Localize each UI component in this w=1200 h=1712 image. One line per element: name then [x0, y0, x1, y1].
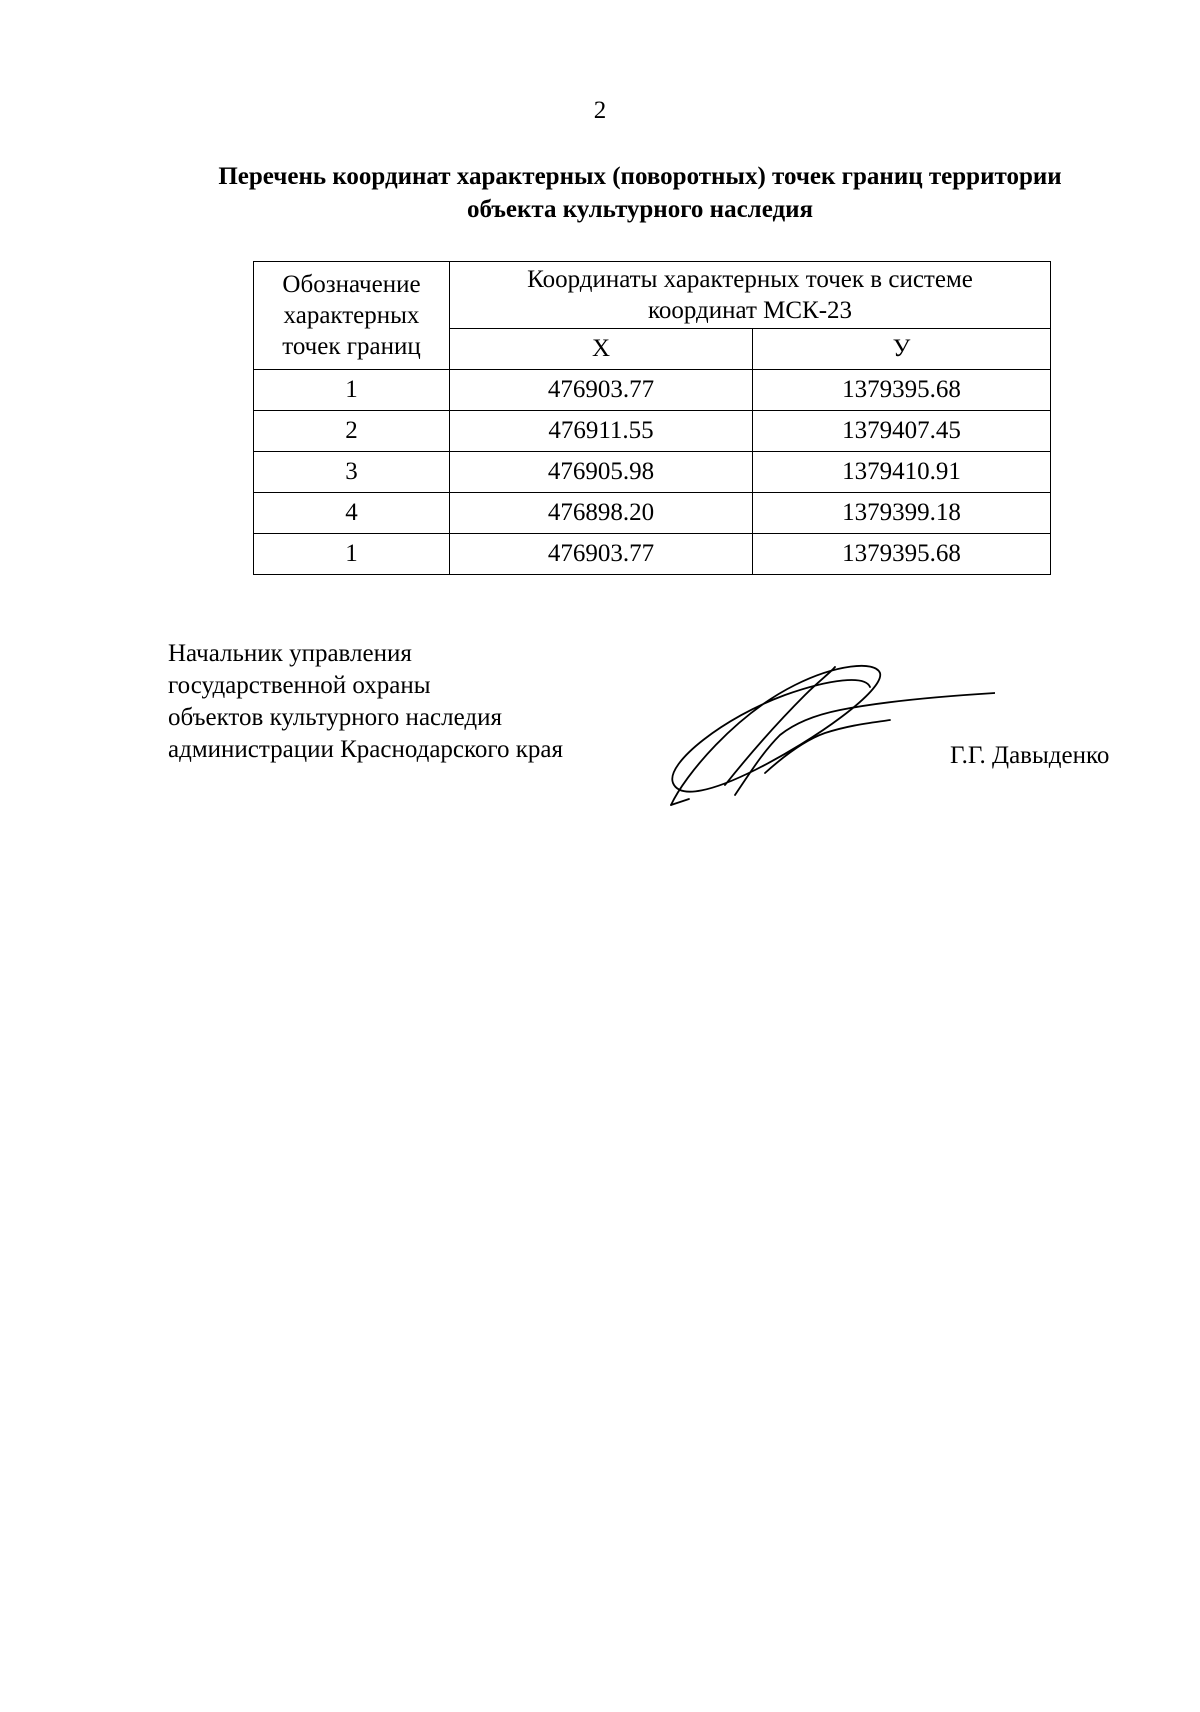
x-cell: 476905.98 — [450, 452, 753, 493]
header-coordinates — [450, 262, 1051, 329]
document-title-line-2: объекта культурного наследия — [466, 196, 814, 223]
header-x: Х — [450, 329, 753, 370]
point-cell: 1 — [254, 534, 450, 575]
signer-position-line: государственной охраны — [168, 672, 431, 699]
y-cell: 1379407.45 — [753, 411, 1051, 452]
table-row — [254, 493, 1051, 534]
header-point-designation — [254, 262, 450, 370]
header-y: У — [753, 329, 1051, 370]
header-coordinates-line: Координаты характерных точек в системе — [527, 266, 973, 293]
header-point-line: Обозначение — [282, 271, 421, 298]
signer-position-line: администрации Краснодарского края — [168, 736, 564, 763]
header-point-line: характерных — [283, 302, 420, 329]
table-row — [254, 452, 1051, 493]
signer-position-line: Начальник управления — [168, 640, 412, 667]
y-cell: 1379410.91 — [753, 452, 1051, 493]
header-coordinates-line: координат МСК-23 — [647, 297, 853, 324]
x-cell: 476911.55 — [450, 411, 753, 452]
y-cell: 1379395.68 — [753, 370, 1051, 411]
signer-position — [168, 638, 668, 766]
x-cell: 476898.20 — [450, 493, 753, 534]
table-row — [254, 534, 1051, 575]
handwritten-signature — [665, 655, 995, 810]
coordinates-table — [253, 261, 1051, 575]
y-cell: 1379395.68 — [753, 534, 1051, 575]
signer-name: Г.Г. Давыденко — [950, 742, 1110, 769]
document-title-line-1: Перечень координат характерных (поворотных) точек границ территории — [218, 163, 1062, 190]
point-cell: 1 — [254, 370, 450, 411]
point-cell: 4 — [254, 493, 450, 534]
y-cell: 1379399.18 — [753, 493, 1051, 534]
point-cell: 3 — [254, 452, 450, 493]
table-row — [254, 370, 1051, 411]
document-title — [150, 160, 1130, 226]
page-number: 2 — [593, 97, 607, 124]
signer-position-line: объектов культурного наследия — [168, 704, 502, 731]
header-point-line: точек границ — [282, 333, 421, 360]
table-row — [254, 411, 1051, 452]
x-cell: 476903.77 — [450, 370, 753, 411]
x-cell: 476903.77 — [450, 534, 753, 575]
point-cell: 2 — [254, 411, 450, 452]
